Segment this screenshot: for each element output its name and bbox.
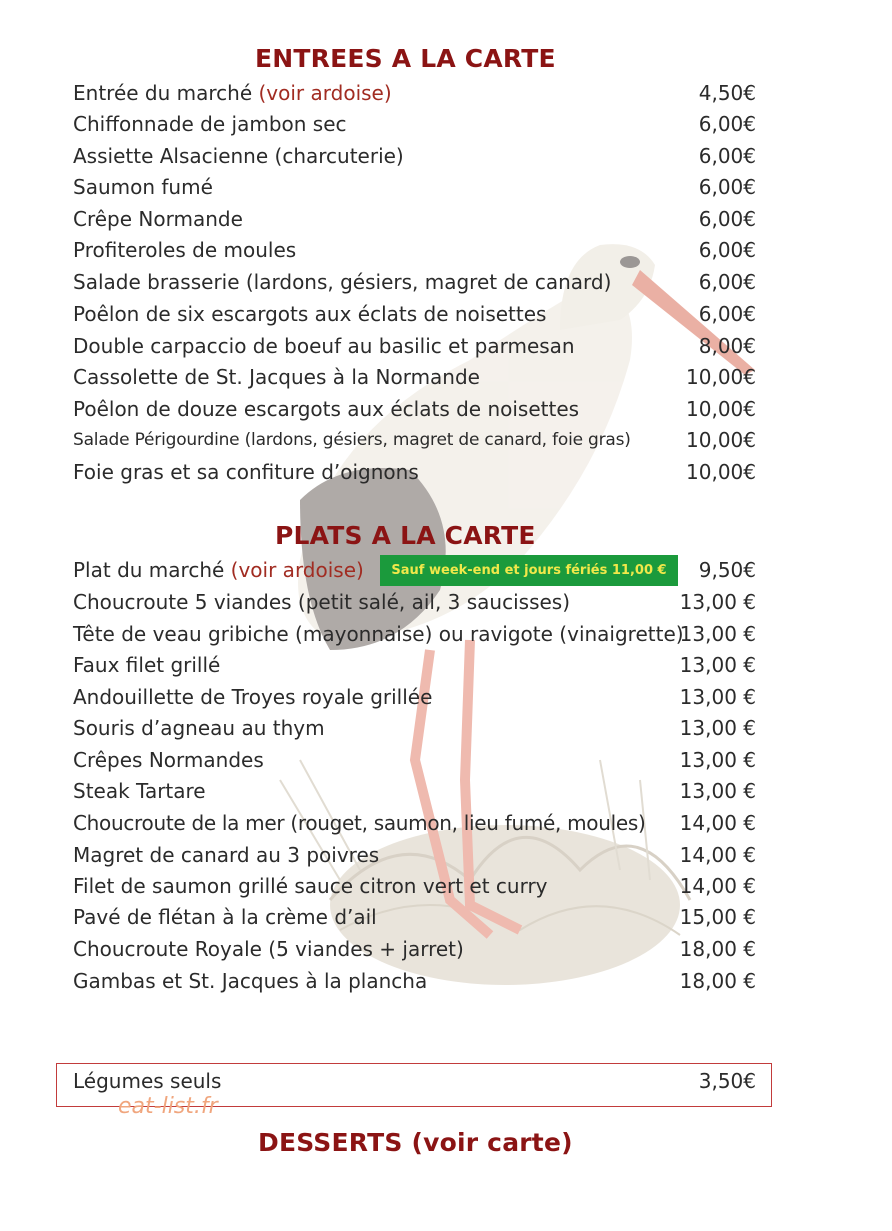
- entree-item: [73, 204, 756, 234]
- item-price: 10,00€: [686, 365, 756, 389]
- item-name: Plat du marché: [73, 558, 225, 582]
- item-name: Magret de canard au 3 poivres: [73, 843, 380, 867]
- plat-item: [73, 776, 756, 806]
- entree-item: [73, 172, 756, 202]
- item-name: Légumes seuls: [73, 1069, 222, 1093]
- watermark: eat-list.fr: [118, 1094, 218, 1119]
- entree-item: [73, 78, 756, 108]
- item-name: Poêlon de douze escargots aux éclats de noisettes: [73, 397, 580, 421]
- plat-item: [73, 650, 756, 680]
- item-price: 13,00 €: [679, 716, 756, 740]
- item-price: 13,00 €: [679, 622, 756, 646]
- item-price: 6,00€: [698, 144, 756, 168]
- item-name: Profiteroles de moules: [73, 238, 297, 262]
- item-price: 14,00 €: [679, 811, 756, 835]
- item-price: 6,00€: [698, 112, 756, 136]
- item-price: 10,00€: [686, 428, 756, 452]
- entree-item: [73, 235, 756, 265]
- entree-item: [73, 362, 756, 392]
- item-price: 14,00 €: [679, 874, 756, 898]
- entree-item: [73, 109, 756, 139]
- item-price: 18,00 €: [679, 937, 756, 961]
- item-name: Saumon fumé: [73, 175, 213, 199]
- item-name: Foie gras et sa confiture d’oignons: [73, 460, 419, 484]
- item-price: 13,00 €: [679, 590, 756, 614]
- plats-title: PLATS A LA CARTE: [275, 521, 536, 550]
- item-name: Cassolette de St. Jacques à la Normande: [73, 365, 480, 389]
- legumes-item: [73, 1066, 756, 1096]
- item-price: 9,50€: [698, 558, 756, 582]
- item-price: 6,00€: [698, 207, 756, 231]
- item-note: (voir ardoise): [258, 81, 392, 105]
- item-name: Faux filet grillé: [73, 653, 221, 677]
- item-name: Souris d’agneau au thym: [73, 716, 325, 740]
- item-name: Filet de saumon grillé sauce citron vert et curry: [73, 874, 548, 898]
- plat-item: [73, 902, 756, 932]
- item-price: 10,00€: [686, 397, 756, 421]
- plat-item: [73, 840, 756, 870]
- item-price: 13,00 €: [679, 779, 756, 803]
- entree-item: [73, 425, 756, 455]
- item-name: Double carpaccio de boeuf au basilic et parmesan: [73, 334, 575, 358]
- entree-item: [73, 141, 756, 171]
- desserts-title: DESSERTS (voir carte): [258, 1128, 573, 1157]
- entree-item: [73, 331, 756, 361]
- plat-item: [73, 966, 756, 996]
- plat-item: [73, 587, 756, 617]
- weekday-price-badge: Sauf week-end et jours fériés 11,00 €: [380, 555, 678, 586]
- item-price: 18,00 €: [679, 969, 756, 993]
- plat-item: [73, 619, 756, 649]
- item-name: Crêpes Normandes: [73, 748, 264, 772]
- item-name: Chiffonnade de jambon sec: [73, 112, 347, 136]
- item-price: 13,00 €: [679, 748, 756, 772]
- item-price: 14,00 €: [679, 843, 756, 867]
- item-name: Andouillette de Troyes royale grillée: [73, 685, 433, 709]
- item-name: Entrée du marché: [73, 81, 253, 105]
- plat-item: [73, 713, 756, 743]
- item-name: Crêpe Normande: [73, 207, 243, 231]
- item-note: (voir ardoise): [230, 558, 364, 582]
- entree-item: [73, 457, 756, 487]
- item-name: Gambas et St. Jacques à la plancha: [73, 969, 428, 993]
- entree-item: [73, 267, 756, 297]
- item-price: 8,00€: [698, 334, 756, 358]
- entrees-title: ENTREES A LA CARTE: [255, 44, 556, 73]
- item-name: Salade Périgourdine (lardons, gésiers, magret de canard, foie gras): [73, 430, 631, 450]
- plat-item: [73, 808, 756, 838]
- item-price: 13,00 €: [679, 685, 756, 709]
- plat-item: [73, 934, 756, 964]
- plat-item: [73, 745, 756, 775]
- entree-item: [73, 299, 756, 329]
- item-name: Poêlon de six escargots aux éclats de noisettes: [73, 302, 547, 326]
- item-name: Pavé de flétan à la crème d’ail: [73, 905, 377, 929]
- item-price: 6,00€: [698, 302, 756, 326]
- item-name: Assiette Alsacienne (charcuterie): [73, 144, 404, 168]
- item-price: 6,00€: [698, 175, 756, 199]
- plat-item: [73, 682, 756, 712]
- item-price: 6,00€: [698, 270, 756, 294]
- item-name: Tête de veau gribiche (mayonnaise) ou ravigote (vinaigrette): [73, 622, 684, 646]
- item-name: Salade brasserie (lardons, gésiers, magret de canard): [73, 270, 612, 294]
- item-name: Choucroute Royale (5 viandes + jarret): [73, 937, 464, 961]
- item-price: 3,50€: [698, 1069, 756, 1093]
- item-price: 13,00 €: [679, 653, 756, 677]
- item-price: 6,00€: [698, 238, 756, 262]
- item-name: Steak Tartare: [73, 779, 206, 803]
- entree-item: [73, 394, 756, 424]
- plat-item: [73, 871, 756, 901]
- item-price: 10,00€: [686, 460, 756, 484]
- item-price: 15,00 €: [679, 905, 756, 929]
- item-price: 4,50€: [698, 81, 756, 105]
- item-name: Choucroute de la mer (rouget, saumon, lieu fumé, moules): [73, 811, 646, 835]
- item-name: Choucroute 5 viandes (petit salé, ail, 3 saucisses): [73, 590, 571, 614]
